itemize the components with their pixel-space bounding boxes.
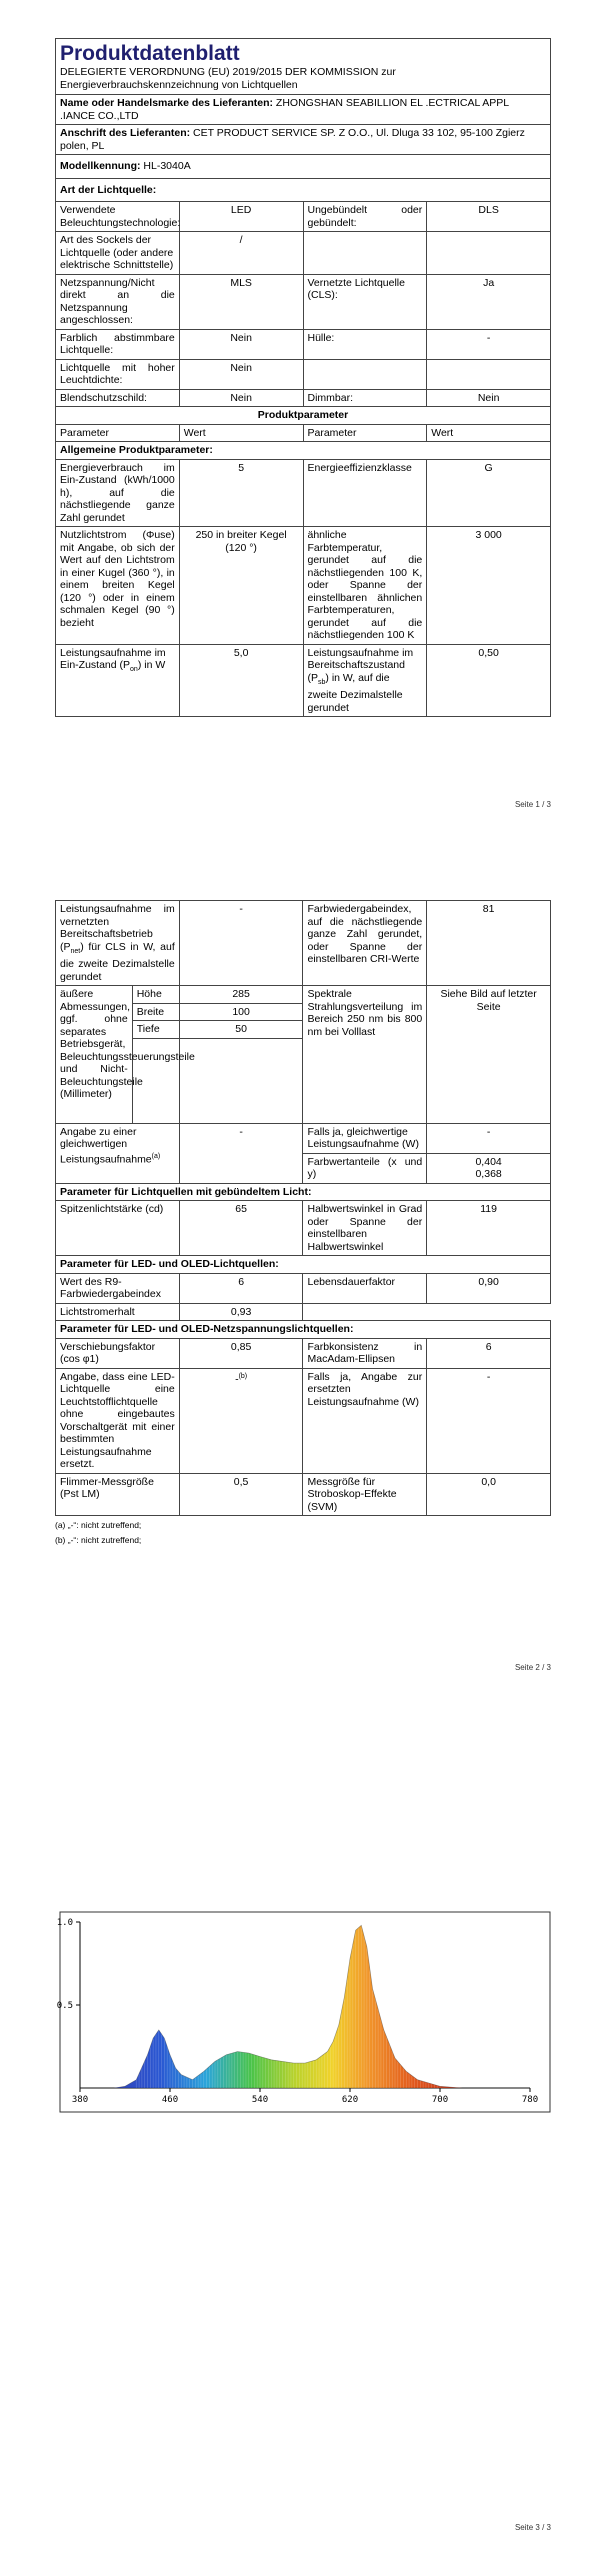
replacement-label: Angabe, dass eine LED-Lichtquelle eine Leuchtstofflichtquelle ohne eingebautes Vorschaltgerät mit einer bestimmten Leistungsaufnahme ersetzt. <box>56 1368 180 1473</box>
on-mode-power-value: 5,0 <box>179 644 303 717</box>
svm-label: Messgröße für Stroboskop-Effekte (SVM) <box>303 1473 427 1516</box>
dimension-value: 50 <box>179 1021 303 1039</box>
footnote-b: (b) „-“: nicht zutreffend; <box>55 1535 142 1546</box>
macadam-value: 6 <box>427 1338 551 1368</box>
dimension-value: 285 <box>179 986 303 1004</box>
table-row <box>56 329 551 359</box>
light-source-type-heading: Art der Lichtquelle: <box>56 178 551 202</box>
table-row <box>56 1303 551 1321</box>
beam-angle-value: 119 <box>427 1201 551 1256</box>
datasheet-page-1 <box>55 38 551 717</box>
r9-value: 6 <box>179 1273 303 1303</box>
row-value: 250 in breiter Kegel (120 °) <box>179 527 303 645</box>
general-parameters-heading: Allgemeine Produktparameter: <box>56 442 551 460</box>
row-label: Hülle: <box>303 329 427 359</box>
cri-label: Farbwiedergabeindex, auf die nächstliegende ganze Zahl gerundet, oder Spanne der einstellbaren CRI-Werte <box>303 901 427 986</box>
row-label: Dimmbar: <box>303 389 427 407</box>
lumen-maintenance-value: 0,93 <box>179 1303 303 1321</box>
replacement-power-value: - <box>427 1368 551 1473</box>
product-parameters-heading: Produktparameter <box>56 407 551 425</box>
y-tick-label: 0.5 <box>56 2001 73 2011</box>
table-row <box>56 644 551 717</box>
row-label <box>303 359 427 389</box>
row-label: Energieeffizienzklasse <box>303 459 427 527</box>
equivalent-power-w-label: Falls ja, gleichwertige Leistungsaufnahme (W) <box>303 1123 427 1153</box>
svm-value: 0,0 <box>427 1473 551 1516</box>
page-title: Produktdatenblatt <box>60 42 240 65</box>
x-tick-label: 540 <box>251 2095 269 2105</box>
dimension-name: Höhe <box>132 986 179 1004</box>
equivalent-power-label: Angabe zu einer gleichwertigen Leistungsaufnahme$^{(a)}$ <box>56 1123 180 1183</box>
table-row <box>56 389 551 407</box>
on-mode-power-label: Leistungsaufnahme im Ein-Zustand $(P_{on})$ in W <box>56 644 180 717</box>
row-label: Vernetzte Lichtquelle (CLS): <box>303 274 427 329</box>
table-row <box>56 986 551 1004</box>
x-tick-label: 380 <box>71 2095 89 2105</box>
table-row <box>56 1368 551 1473</box>
row-value: DLS <box>427 202 551 232</box>
survival-factor-label: Lebensdauerfaktor <box>303 1273 427 1303</box>
replacement-value: -$^{(b)}$ <box>179 1368 303 1473</box>
row-label: Netzspannung/Nicht direkt an die Netzspannung angeschlossen: <box>56 274 180 329</box>
table-row <box>56 274 551 329</box>
x-tick-label: 460 <box>161 2095 179 2105</box>
led-heading: Parameter für LED- und OLED-Lichtquellen: <box>56 1256 551 1274</box>
row-label: Nutzlichtstrom (Φuse) mit Angabe, ob sich der Wert auf den Lichtstrom in einer Kugel (360 °), in einem breiten Kegel (120 °) oder in einem schmalen Kegel (90 °) bezieht <box>56 527 180 645</box>
table-row <box>56 359 551 389</box>
table-header-row <box>56 424 551 442</box>
row-value: 5 <box>179 459 303 527</box>
mains-heading: Parameter für LED- und OLED-Netzspannungslichtquellen: <box>56 1321 551 1339</box>
flicker-value: 0,5 <box>179 1473 303 1516</box>
spectral-chart <box>0 1900 603 2160</box>
standby-power-value: 0,50 <box>427 644 551 717</box>
page-number: Seite 1 / 3 <box>514 800 551 809</box>
x-tick-label: 700 <box>431 2095 449 2105</box>
page-number: Seite 3 / 3 <box>514 2523 551 2532</box>
survival-factor-value: 0,90 <box>427 1273 551 1303</box>
row-value <box>427 232 551 275</box>
dimension-value: 100 <box>179 1003 303 1021</box>
row-label: Energieverbrauch im Ein-Zustand (kWh/1000 h), auf die nächstliegende ganze Zahl gerundet <box>56 459 180 527</box>
row-value: LED <box>179 202 303 232</box>
supplier-name-label: Name oder Handelsmarke des Lieferanten: <box>60 97 273 109</box>
standby-power-label: Leistungsaufnahme im Bereitschaftszustand $(P_{sb})$ in W, auf die zweite Dezimalstelle gerundet <box>303 644 427 717</box>
table-row <box>56 1338 551 1368</box>
row-label: Farblich abstimmbare Lichtquelle: <box>56 329 180 359</box>
y-tick-label: 1.0 <box>56 1918 73 1928</box>
supplier-address: CET PRODUCT SERVICE SP. Z O.O., Ul. Dluga 33 102, 95-100 Zgierz polen, PL <box>60 127 525 152</box>
row-value: MLS <box>179 274 303 329</box>
row-value: Nein <box>427 389 551 407</box>
flicker-label: Flimmer-Messgröße (Pst LM) <box>56 1473 180 1516</box>
table-row <box>56 202 551 232</box>
row-value: - <box>427 329 551 359</box>
row-value: G <box>427 459 551 527</box>
dimension-value <box>179 1038 303 1123</box>
r9-label: Wert des R9-Farbwiedergabeindex <box>56 1273 180 1303</box>
x-tick-label: 620 <box>341 2095 359 2105</box>
column-header: Parameter <box>303 424 427 442</box>
cri-value: 81 <box>427 901 551 986</box>
lumen-maintenance-label: Lichtstromerhalt <box>56 1303 180 1321</box>
datasheet-table-2 <box>55 900 551 1516</box>
row-value: Nein <box>179 359 303 389</box>
model-id: HL-3040A <box>143 160 191 172</box>
beam-angle-label: Halbwertswinkel in Grad oder Spanne der einstellbaren Halbwertswinkel <box>303 1201 427 1256</box>
peak-intensity-value: 65 <box>179 1201 303 1256</box>
dimensions-label: äußere Abmessungen, ggf. ohne separates Betriebsgerät, Beleuchtungssteuerungsteile und Nicht-Beleuchtungsteile (Millimeter) <box>56 986 133 1124</box>
peak-intensity-label: Spitzenlichtstärke (cd) <box>56 1201 180 1256</box>
chromaticity-x: 0,404 <box>475 1155 502 1168</box>
row-label <box>303 232 427 275</box>
page-2 <box>0 870 603 1690</box>
spectral-label: Spektrale Strahlungsverteilung im Bereich 250 nm bis 800 nm bei Volllast <box>303 986 427 1124</box>
table-row <box>56 459 551 527</box>
row-value: / <box>179 232 303 275</box>
net-standby-label: Leistungsaufnahme im vernetzten Bereitschaftsbetrieb $(P_{net})$ für CLS in W, auf die zweite Dezimalstelle gerundet <box>56 901 180 986</box>
table-row <box>56 232 551 275</box>
macadam-label: Farbkonsistenz in MacAdam-Ellipsen <box>303 1338 427 1368</box>
power-factor-label: Verschiebungsfaktor (cos φ1) <box>56 1338 180 1368</box>
supplier-address-label: Anschrift des Lieferanten: <box>60 127 191 139</box>
column-header: Wert <box>179 424 303 442</box>
table-row <box>56 527 551 645</box>
table-row <box>56 1123 551 1153</box>
power-factor-value: 0,85 <box>179 1338 303 1368</box>
page-number: Seite 2 / 3 <box>514 1663 551 1672</box>
net-standby-value: - <box>179 901 303 986</box>
row-label: Art des Sockels der Lichtquelle (oder andere elektrische Schnittstelle) <box>56 232 180 275</box>
row-label: Ungebündelt oder gebündelt: <box>303 202 427 232</box>
row-value: Nein <box>179 329 303 359</box>
equivalent-power-w-value: - <box>427 1123 551 1153</box>
row-value: Nein <box>179 389 303 407</box>
dimension-name: Tiefe <box>132 1021 179 1039</box>
table-row <box>56 1473 551 1516</box>
equivalent-power-claim-value: - <box>179 1123 303 1183</box>
row-value: Ja <box>427 274 551 329</box>
chromaticity-y: 0,368 <box>475 1168 502 1181</box>
datasheet-table-1 <box>55 38 551 717</box>
chart-marks <box>80 1925 530 2088</box>
model-label: Modellkennung: <box>60 160 141 172</box>
column-header: Parameter <box>56 424 180 442</box>
table-row <box>56 1201 551 1256</box>
row-label: ähnliche Farbtemperatur, gerundet auf die nächstliegenden 100 K, oder Spanne der einstellbaren ähnlichen Farbtemperaturen, gerundet auf die nächstliegenden 100 K <box>303 527 427 645</box>
x-tick-label: 780 <box>521 2095 539 2105</box>
row-label: Lichtquelle mit hoher Leuchtdichte: <box>56 359 180 389</box>
spectral-value: Siehe Bild auf letzter Seite <box>427 986 551 1124</box>
column-header: Wert <box>427 424 551 442</box>
dimension-name: Breite <box>132 1003 179 1021</box>
chromaticity-value <box>427 1153 551 1183</box>
regulation-text: DELEGIERTE VERORDNUNG (EU) 2019/2015 DER KOMMISSION zur Energieverbrauchskennzeichnung von Lichtquellen <box>60 66 396 91</box>
supplier-name: ZHONGSHAN SEABILLION EL .ECTRICAL APPL .IANCE CO.,LTD <box>60 97 509 122</box>
footnote-a: (a) „-“: nicht zutreffend; <box>55 1520 142 1531</box>
table-row <box>56 901 551 986</box>
replacement-power-label: Falls ja, Angabe zur ersetzten Leistungsaufnahme (W) <box>303 1368 427 1473</box>
page-3 <box>0 1700 603 2560</box>
directional-heading: Parameter für Lichtquellen mit gebündeltem Licht: <box>56 1183 551 1201</box>
datasheet-page-2 <box>55 900 551 1546</box>
row-value: 3 000 <box>427 527 551 645</box>
row-value <box>427 359 551 389</box>
page-1 <box>0 0 603 830</box>
row-label: Verwendete Beleuchtungstechnologie: <box>56 202 180 232</box>
table-row <box>56 1273 551 1303</box>
row-label: Blendschutzschild: <box>56 389 180 407</box>
chromaticity-label: Farbwertanteile (x und y) <box>303 1153 427 1183</box>
